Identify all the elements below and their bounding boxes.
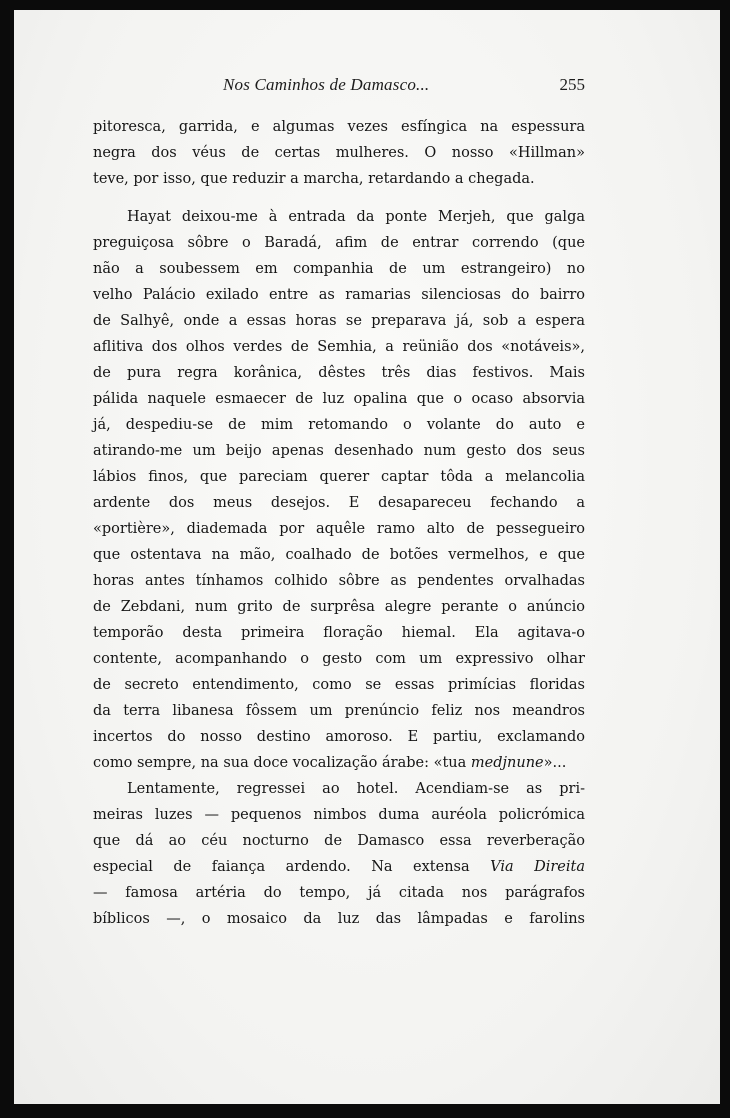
text-run: especial de faiança ardendo. Na extensa: [93, 859, 491, 875]
text-line: aflitiva dos olhos verdes de Semhia, a reünião dos «notáveis»,: [93, 339, 585, 355]
text-line: ardente dos meus desejos. E desapareceu fechando a: [93, 495, 585, 511]
italic-term: medjnune: [470, 755, 544, 771]
text-line: incertos do nosso destino amoroso. E partiu, exclamando: [93, 729, 585, 745]
text-line: atirando-me um beijo apenas desenhado num gesto dos seus: [93, 443, 585, 459]
body-text: [93, 114, 585, 932]
text-line: horas antes tínhamos colhido sôbre as pendentes orvalhadas: [93, 573, 585, 589]
text-line: [93, 854, 585, 880]
text-run: como sempre, na sua doce vocalização árabe: «tua: [93, 755, 471, 771]
text-line: da terra libanesa fôssem um prenúncio feliz nos meandros: [93, 703, 585, 719]
text-line: já, despediu-se de mim retomando o volante do auto e: [93, 417, 585, 433]
text-line: negra dos véus de certas mulheres. O nosso «Hillman»: [93, 145, 585, 161]
text-line: de secreto entendimento, como se essas primícias floridas: [93, 677, 585, 693]
text-line: de Zebdani, num grito de surprêsa alegre perante o anúncio: [93, 599, 585, 615]
page-number: 255: [559, 75, 585, 94]
text-line: Hayat deixou-me à entrada da ponte Merjeh, que galga: [127, 209, 585, 225]
running-head: Nos Caminhos de Damasco...: [223, 75, 430, 94]
text-line: que ostentava na mão, coalhado de botões vermelhos, e que: [93, 547, 585, 563]
text-line: de pura regra korânica, dêstes três dias festivos. Mais: [93, 365, 585, 381]
paragraph-3: [93, 776, 585, 932]
text-line: pitoresca, garrida, e algumas vezes esfíngica na espessura: [93, 119, 585, 135]
text-line: bíblicos —, o mosaico da luz das lâmpadas e farolins: [93, 911, 585, 927]
italic-term: Via Direita: [490, 859, 585, 875]
paragraph-1: [93, 114, 585, 192]
book-page: [14, 10, 720, 1104]
text-run: »...: [543, 755, 567, 771]
text-line: que dá ao céu nocturno de Damasco essa reverberação: [93, 833, 585, 849]
text-line: Lentamente, regressei ao hotel. Acendiam-se as pri-: [127, 781, 585, 797]
text-line: preguiçosa sôbre o Baradá, afim de entrar correndo (que: [93, 235, 585, 251]
text-line: «portière», diademada por aquêle ramo alto de pessegueiro: [93, 521, 585, 537]
text-line: velho Palácio exilado entre as ramarias silenciosas do bairro: [93, 287, 585, 303]
text-line: lábios finos, que pareciam querer captar tôda a melancolia: [93, 469, 585, 485]
paragraph-2: [93, 204, 585, 776]
text-line: pálida naquele esmaecer de luz opalina que o ocaso absorvia: [93, 391, 585, 407]
page-header: [93, 73, 585, 97]
text-line: [93, 750, 585, 776]
text-line: contente, acompanhando o gesto com um expressivo olhar: [93, 651, 585, 667]
text-line: teve, por isso, que reduzir a marcha, retardando a chegada.: [93, 171, 535, 187]
text-line: temporão desta primeira floração hiemal. Ela agitava-o: [93, 625, 585, 641]
text-line: não a soubessem em companhia de um estrangeiro) no: [93, 261, 585, 277]
text-line: de Salhyê, onde a essas horas se preparava já, sob a espera: [93, 313, 585, 329]
text-line: — famosa artéria do tempo, já citada nos parágrafos: [93, 885, 585, 901]
text-line: meiras luzes — pequenos nimbos duma auréola policrómica: [93, 807, 585, 823]
